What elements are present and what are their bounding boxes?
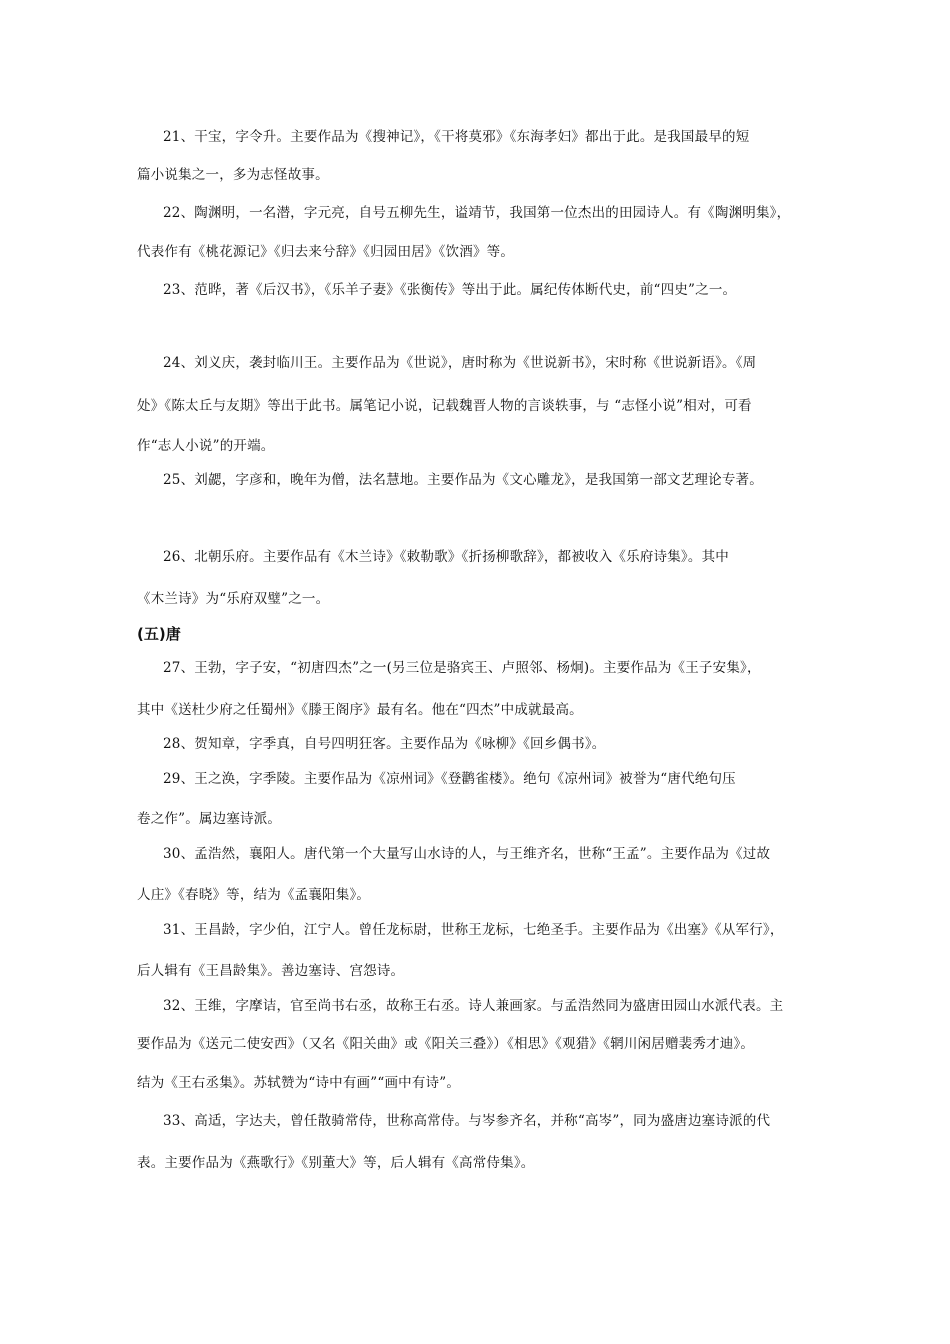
text-line: 32、王维，字摩诘，官至尚书右丞，故称王右丞。诗人兼画家。与孟浩然同为盛唐田园山水派代表。主 xyxy=(163,998,784,1014)
text-line: 33、高适，字达夫，曾任散骑常侍，世称高常侍。与岑参齐名，并称“高岑”，同为盛唐边塞诗派的代 xyxy=(163,1113,771,1129)
text-line: 人庄》《春晓》等，结为《孟襄阳集》。 xyxy=(137,887,371,903)
text-line: 卷之作”。属边塞诗派。 xyxy=(137,811,282,827)
text-line: 作“志人小说”的开端。 xyxy=(137,438,275,454)
text-line: 表。主要作品为《燕歌行》《别董大》等，后人辑有《高常侍集》。 xyxy=(137,1155,535,1171)
text-line: 要作品为《送元二使安西》（又名《阳关曲》或《阳关三叠》）《相思》《观猎》《辋川闲居赠裴秀才迪》。 xyxy=(137,1036,755,1052)
text-line: 26、北朝乐府。主要作品有《木兰诗》《敕勒歌》《折扬柳歌辞》，都被收入《乐府诗集》。其中 xyxy=(163,549,729,565)
text-line: 24、刘义庆，袭封临川王。主要作品为《世说》，唐时称为《世说新书》，宋时称《世说新语》。《周 xyxy=(163,355,757,371)
text-line: 27、王勃，字子安，“初唐四杰”之一(另三位是骆宾王、卢照邻、杨炯)。主要作品为《王子安集》， xyxy=(163,660,761,676)
text-line: 《木兰诗》为“乐府双璧”之一。 xyxy=(137,591,330,607)
text-line: 28、贺知章，字季真，自号四明狂客。主要作品为《咏柳》《回乡偶书》。 xyxy=(163,736,606,752)
text-line: 结为《王右丞集》。苏轼赞为“诗中有画”“画中有诗”。 xyxy=(137,1075,461,1091)
text-line: 23、范晔，著《后汉书》，《乐羊子妻》《张衡传》等出于此。属纪传体断代史，前“四史”之一。 xyxy=(163,282,737,298)
text-line: 25、刘勰，字彦和，晚年为僧，法名慧地。主要作品为《文心雕龙》，是我国第一部文艺理论专著。 xyxy=(163,472,763,488)
section-heading: (五)唐 xyxy=(137,625,181,643)
text-line: 处》《陈太丘与友期》等出于此书。属笔记小说，记载魏晋人物的言谈轶事，与 “志怪小说”相对，可看 xyxy=(137,398,752,414)
text-line: 21、干宝，字令升。主要作品为《搜神记》，《干将莫邪》《东海孝妇》都出于此。是我国最早的短 xyxy=(163,129,750,145)
text-line: 30、孟浩然，襄阳人。唐代第一个大量写山水诗的人，与王维齐名，世称“王孟”。主要作品为《过故 xyxy=(163,846,771,862)
text-line: 31、王昌龄，字少伯，江宁人。曾任龙标尉，世称王龙标，七绝圣手。主要作品为《出塞》《从军行》， xyxy=(163,922,784,938)
text-line: 22、陶渊明，一名潜，字元亮，自号五柳先生，谥靖节，我国第一位杰出的田园诗人。有《陶渊明集》， xyxy=(163,205,791,221)
text-line: 其中《送杜少府之任蜀州》《滕王阁序》最有名。他在“四杰”中成就最高。 xyxy=(137,702,583,718)
text-line: 后人辑有《王昌龄集》。善边塞诗、宫怨诗。 xyxy=(137,963,405,979)
text-line: 篇小说集之一，多为志怪故事。 xyxy=(137,167,329,183)
text-line: 29、王之涣，字季陵。主要作品为《凉州词》《登鹳雀楼》。绝句《凉州词》被誉为“唐代绝句压 xyxy=(163,771,736,787)
text-line: 代表作有《桃花源记》《归去来兮辞》《归园田居》《饮酒》等。 xyxy=(137,244,515,260)
